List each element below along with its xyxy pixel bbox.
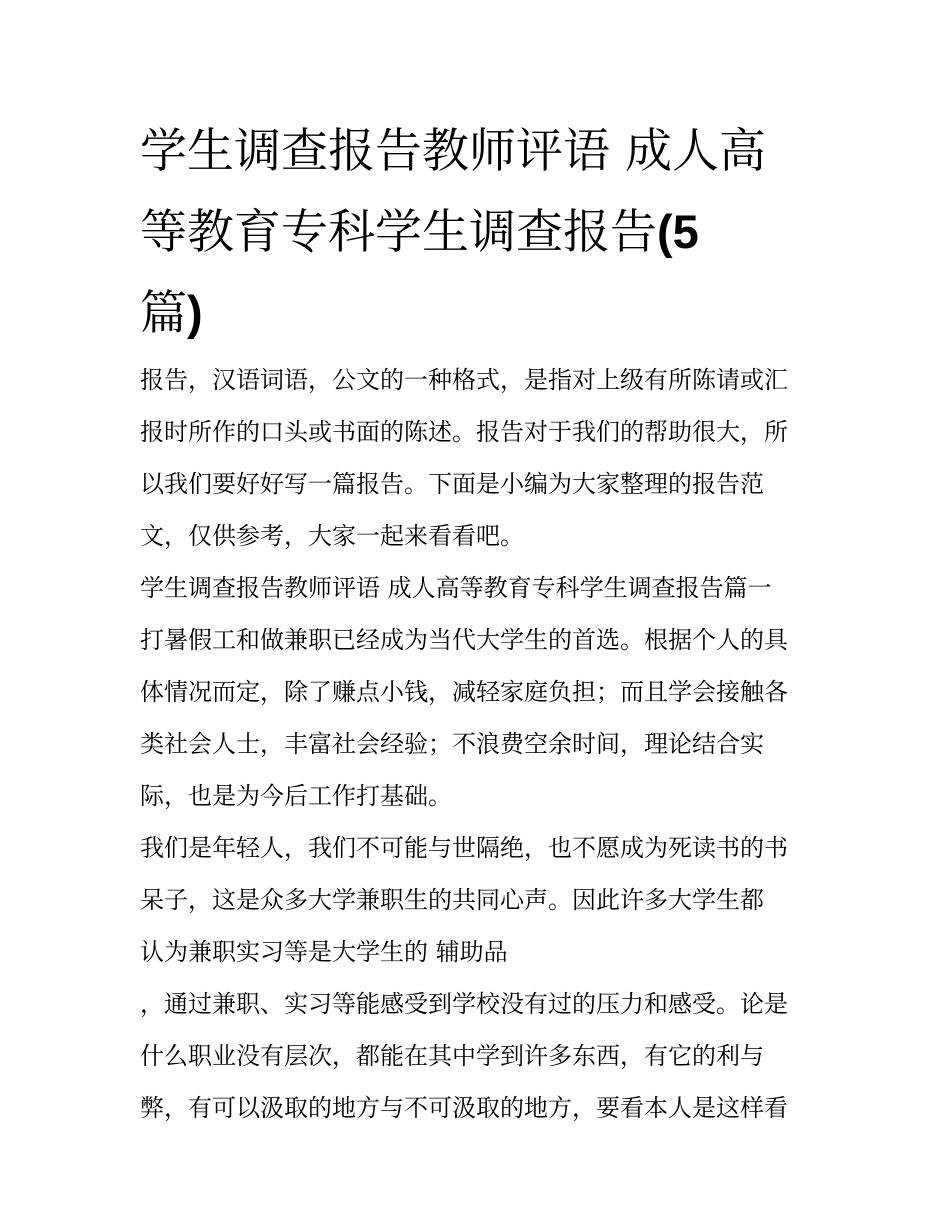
body-line: ，通过兼职、实习等能感受到学校没有过的压力和感受。论是	[140, 990, 788, 1018]
body-line: 呆子，这是众多大学兼职生的共同心声。因此许多大学生都	[140, 886, 764, 914]
title-line-3: 篇	[140, 286, 187, 341]
body-line: 认为兼职实习等是大学生的 辅助品	[140, 938, 508, 966]
body-line: 文，仅供参考，大家一起来看看吧。	[140, 522, 524, 550]
title-line-1: 学生调查报告教师评语 成人高	[140, 124, 766, 179]
document-body	[140, 354, 820, 1134]
body-line: 弊，有可以汲取的地方与不可汲取的地方，要看本人是这样看	[140, 1094, 788, 1122]
title-line-2-latin: (5	[657, 205, 699, 258]
body-line: 体情况而定，除了赚点小钱，减轻家庭负担；而且学会接触各	[140, 678, 788, 706]
body-line: 报告，汉语词语，公文的一种格式，是指对上级有所陈请或汇	[140, 366, 788, 394]
title-line-2: 等教育专科学生调查报告	[140, 205, 657, 260]
title-line-3-latin: )	[187, 286, 203, 339]
body-line: 类社会人士，丰富社会经验；不浪费空余时间，理论结合实	[140, 730, 764, 758]
document-title	[140, 112, 830, 354]
body-line: 以我们要好好写一篇报告。下面是小编为大家整理的报告范	[140, 470, 764, 498]
body-line: 报时所作的口头或书面的陈述。报告对于我们的帮助很大，所	[140, 418, 788, 446]
body-line: 际，也是为今后工作打基础。	[140, 782, 452, 810]
body-line: 什么职业没有层次，都能在其中学到许多东西，有它的利与	[140, 1042, 764, 1070]
body-line: 打暑假工和做兼职已经成为当代大学生的首选。根据个人的具	[140, 626, 788, 654]
section-heading-line: 学生调查报告教师评语 成人高等教育专科学生调查报告篇一	[140, 574, 772, 602]
body-line: 我们是年轻人，我们不可能与世隔绝，也不愿成为死读书的书	[140, 834, 788, 862]
